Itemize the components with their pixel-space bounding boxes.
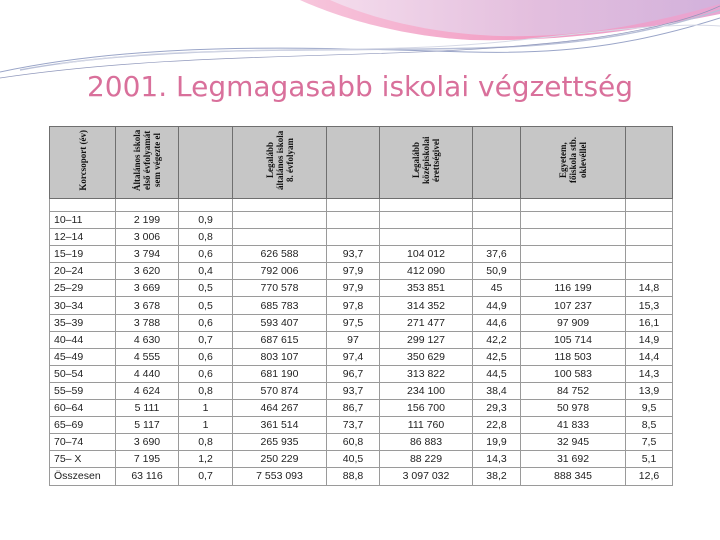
table-cell: 299 127: [380, 331, 473, 348]
table-cell: 7 553 093: [233, 468, 327, 485]
row-label-cell: 10–11: [50, 212, 116, 229]
table-cell: [327, 212, 380, 229]
table-cell: 685 783: [233, 297, 327, 314]
table-cell: 3 620: [116, 263, 179, 280]
row-label-cell: 50–54: [50, 365, 116, 382]
table-cell: 14,8: [626, 280, 673, 297]
table-cell: 361 514: [233, 417, 327, 434]
table-cell: 104 012: [380, 246, 473, 263]
column-header: [521, 127, 626, 199]
table-row: [50, 348, 673, 365]
table-cell: 86 883: [380, 434, 473, 451]
table-cell: 38,2: [473, 468, 521, 485]
table-cell: 88,8: [327, 468, 380, 485]
table-cell: 4 555: [116, 348, 179, 365]
table-cell: 0,5: [179, 280, 233, 297]
table-cell: 4 624: [116, 382, 179, 399]
table-cell: 770 578: [233, 280, 327, 297]
table-cell: 42,2: [473, 331, 521, 348]
table-cell: 464 267: [233, 400, 327, 417]
table-cell: [233, 212, 327, 229]
row-label-cell: 40–44: [50, 331, 116, 348]
column-header-label: Általános iskola első évfolyamát sem végezte el: [132, 129, 162, 191]
table-cell: 19,9: [473, 434, 521, 451]
table-cell: 41 833: [521, 417, 626, 434]
table-cell: [521, 229, 626, 246]
column-header-label: Egyetem, főiskola stb. oklevéllel: [558, 137, 588, 184]
table-cell: 107 237: [521, 297, 626, 314]
table-cell: 118 503: [521, 348, 626, 365]
table-cell: 14,3: [626, 365, 673, 382]
table-cell: 29,3: [473, 400, 521, 417]
table-row: [50, 451, 673, 468]
table-cell: 3 678: [116, 297, 179, 314]
table-cell: 0,5: [179, 297, 233, 314]
table-cell: 7,5: [626, 434, 673, 451]
table-cell: 0,8: [179, 229, 233, 246]
table-cell: [521, 246, 626, 263]
table-cell: 16,1: [626, 314, 673, 331]
education-table: [49, 126, 673, 486]
table-cell: 116 199: [521, 280, 626, 297]
table-cell: 681 190: [233, 365, 327, 382]
table-cell: 412 090: [380, 263, 473, 280]
table-cell: 0,7: [179, 468, 233, 485]
table-cell: 8,5: [626, 417, 673, 434]
row-label-cell: 35–39: [50, 314, 116, 331]
table-cell: 31 692: [521, 451, 626, 468]
table-cell: 0,7: [179, 331, 233, 348]
table-cell: 14,3: [473, 451, 521, 468]
table-row: [50, 382, 673, 399]
decor-purple-band: [330, 0, 720, 36]
table-cell: 44,6: [473, 314, 521, 331]
table-row: [50, 263, 673, 280]
table-cell: 353 851: [380, 280, 473, 297]
table-cell: 626 588: [233, 246, 327, 263]
table-cell: 97,5: [327, 314, 380, 331]
table-cell: 44,5: [473, 365, 521, 382]
table-cell: 40,5: [327, 451, 380, 468]
row-label-cell: 55–59: [50, 382, 116, 399]
table-row: [50, 417, 673, 434]
table-cell: [521, 263, 626, 280]
row-label-cell: Összesen: [50, 468, 116, 485]
table-row: [50, 246, 673, 263]
column-header-label: Legalább középiskolai érettségivel: [411, 136, 441, 184]
table-cell: 105 714: [521, 331, 626, 348]
table-cell: [380, 212, 473, 229]
table-cell: 14,9: [626, 331, 673, 348]
table-body: [50, 212, 673, 486]
table-cell: 0,6: [179, 246, 233, 263]
table-cell: 97,4: [327, 348, 380, 365]
table-cell: 156 700: [380, 400, 473, 417]
table-cell: 5 111: [116, 400, 179, 417]
table-cell: 9,5: [626, 400, 673, 417]
table-cell: 97,8: [327, 297, 380, 314]
table-cell: 3 794: [116, 246, 179, 263]
table-cell: 32 945: [521, 434, 626, 451]
row-label-cell: 15–19: [50, 246, 116, 263]
table-cell: 50,9: [473, 263, 521, 280]
table-cell: 4 630: [116, 331, 179, 348]
education-table-container: [49, 126, 672, 536]
table-cell: 86,7: [327, 400, 380, 417]
table-cell: 97,9: [327, 263, 380, 280]
table-cell: 0,8: [179, 434, 233, 451]
table-cell: 250 229: [233, 451, 327, 468]
table-cell: 3 669: [116, 280, 179, 297]
table-cell: 792 006: [233, 263, 327, 280]
header-row: [50, 127, 673, 199]
table-cell: 15,3: [626, 297, 673, 314]
table-cell: 88 229: [380, 451, 473, 468]
table-cell: [473, 229, 521, 246]
table-cell: [521, 212, 626, 229]
table-cell: 111 760: [380, 417, 473, 434]
table-cell: 12,6: [626, 468, 673, 485]
table-cell: [233, 229, 327, 246]
table-cell: 3 097 032: [380, 468, 473, 485]
table-row: [50, 468, 673, 485]
column-header: [473, 127, 521, 199]
slide-title: 2001. Legmagasabb iskolai végzettség: [86, 70, 634, 103]
table-cell: 93,7: [327, 382, 380, 399]
table-cell: 84 752: [521, 382, 626, 399]
table-cell: 97: [327, 331, 380, 348]
table-cell: 0,6: [179, 348, 233, 365]
table-cell: 22,8: [473, 417, 521, 434]
table-row: [50, 297, 673, 314]
table-cell: 314 352: [380, 297, 473, 314]
row-label-cell: 25–29: [50, 280, 116, 297]
table-row: [50, 365, 673, 382]
table-cell: 100 583: [521, 365, 626, 382]
table-cell: 14,4: [626, 348, 673, 365]
table-cell: [380, 229, 473, 246]
table-cell: 37,6: [473, 246, 521, 263]
column-header: [626, 127, 673, 199]
table-cell: 3 690: [116, 434, 179, 451]
row-label-cell: 65–69: [50, 417, 116, 434]
table-cell: [626, 212, 673, 229]
table-cell: 97 909: [521, 314, 626, 331]
table-cell: 5 117: [116, 417, 179, 434]
table-cell: 687 615: [233, 331, 327, 348]
table-cell: [473, 212, 521, 229]
table-cell: 350 629: [380, 348, 473, 365]
row-label-cell: 30–34: [50, 297, 116, 314]
table-cell: 96,7: [327, 365, 380, 382]
table-row: [50, 212, 673, 229]
table-cell: 265 935: [233, 434, 327, 451]
table-row: [50, 400, 673, 417]
table-cell: 4 440: [116, 365, 179, 382]
table-cell: 50 978: [521, 400, 626, 417]
table-row: [50, 280, 673, 297]
table-row: [50, 434, 673, 451]
row-label-cell: 20–24: [50, 263, 116, 280]
column-header: [179, 127, 233, 199]
row-label-cell: 12–14: [50, 229, 116, 246]
table-cell: 0,6: [179, 365, 233, 382]
table-cell: 0,8: [179, 382, 233, 399]
table-row: [50, 314, 673, 331]
table-cell: 45: [473, 280, 521, 297]
table-cell: [626, 229, 673, 246]
table-cell: 97,9: [327, 280, 380, 297]
table-cell: 1: [179, 400, 233, 417]
table-cell: 93,7: [327, 246, 380, 263]
table-cell: 570 874: [233, 382, 327, 399]
table-cell: 0,9: [179, 212, 233, 229]
table-row: [50, 229, 673, 246]
table-cell: 42,5: [473, 348, 521, 365]
table-cell: 1,2: [179, 451, 233, 468]
row-label-cell: 75– X: [50, 451, 116, 468]
column-header: [327, 127, 380, 199]
table-cell: 234 100: [380, 382, 473, 399]
table-cell: 0,6: [179, 314, 233, 331]
table-cell: 60,8: [327, 434, 380, 451]
table-cell: 3 788: [116, 314, 179, 331]
table-cell: 0,4: [179, 263, 233, 280]
table-cell: [327, 229, 380, 246]
column-header: [50, 127, 116, 199]
table-cell: 313 822: [380, 365, 473, 382]
header-decoration: [0, 0, 720, 80]
table-cell: 5,1: [626, 451, 673, 468]
table-cell: 1: [179, 417, 233, 434]
table-cell: 44,9: [473, 297, 521, 314]
column-header: [116, 127, 179, 199]
table-cell: 7 195: [116, 451, 179, 468]
table-cell: 271 477: [380, 314, 473, 331]
table-cell: 13,9: [626, 382, 673, 399]
row-label-cell: 45–49: [50, 348, 116, 365]
column-header: [380, 127, 473, 199]
column-header-label: Legalább általános iskola 8. évfolyam: [264, 130, 295, 190]
table-cell: 803 107: [233, 348, 327, 365]
table-row: [50, 331, 673, 348]
column-header: [233, 127, 327, 199]
table-cell: 38,4: [473, 382, 521, 399]
table-cell: [626, 246, 673, 263]
table-cell: 888 345: [521, 468, 626, 485]
table-cell: 73,7: [327, 417, 380, 434]
column-header-label: Korcsoport (év): [77, 129, 88, 191]
header-spacer-row: [50, 199, 673, 212]
table-cell: 2 199: [116, 212, 179, 229]
row-label-cell: 60–64: [50, 400, 116, 417]
table-cell: [626, 263, 673, 280]
row-label-cell: 70–74: [50, 434, 116, 451]
table-cell: 63 116: [116, 468, 179, 485]
table-cell: 3 006: [116, 229, 179, 246]
table-cell: 593 407: [233, 314, 327, 331]
